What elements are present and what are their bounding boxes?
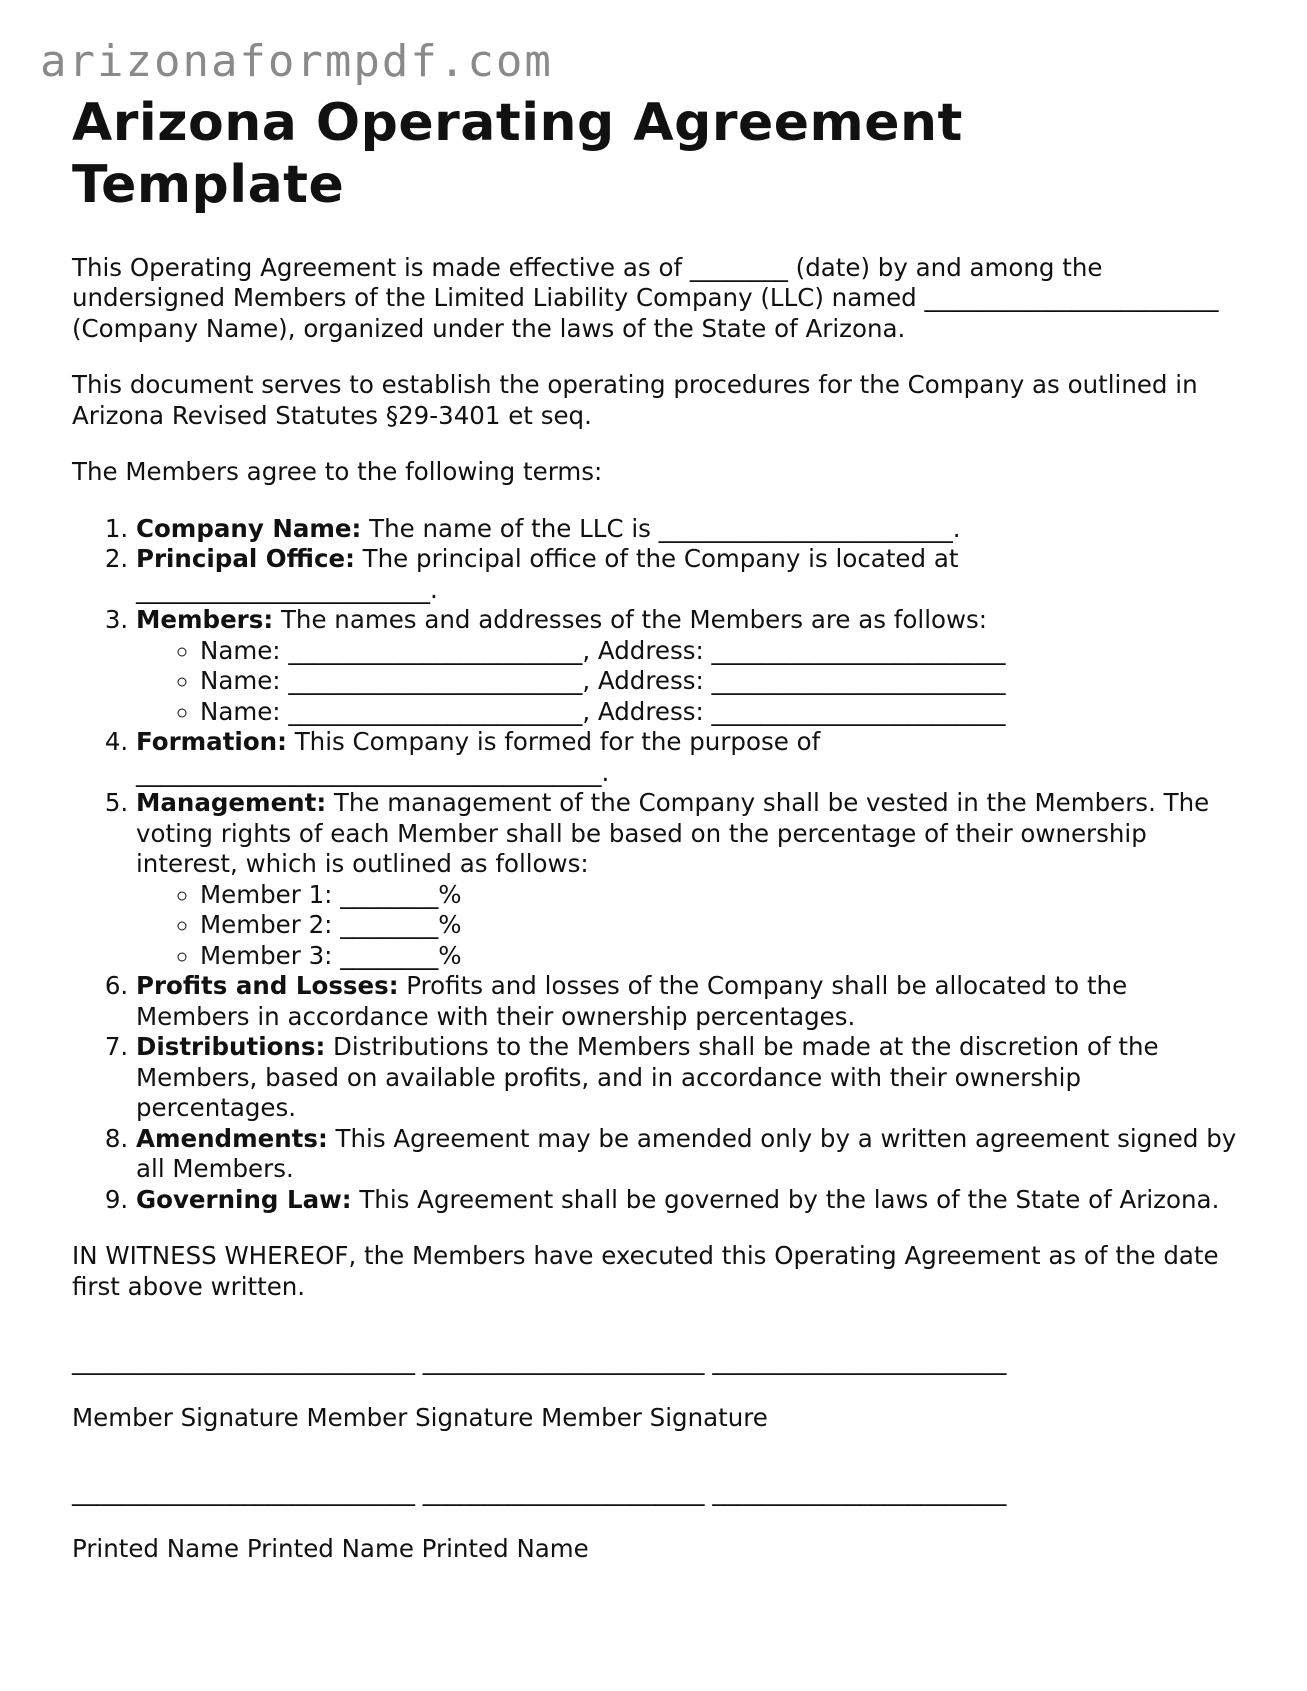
printed-name-labels: Printed Name Printed Name Printed Name xyxy=(72,1533,589,1563)
document-page xyxy=(72,92,1242,1564)
signature-lines: ____________________________ _______________________ ________________________ xyxy=(72,1346,1007,1376)
term-company-name xyxy=(136,514,1242,545)
term-label: Management: xyxy=(136,788,327,818)
member-entry: ◦ Name: ________________________, Address: ________________________ xyxy=(200,636,1242,667)
watermark: arizonaformpdf.com xyxy=(40,36,553,87)
term-text: Distributions to the Members shall be made at the discretion of the Members, based on available profits, and in accordance with their ownership percentages. xyxy=(136,1032,1159,1123)
term-formation xyxy=(136,727,1242,788)
term-governing-law xyxy=(136,1185,1242,1216)
term-members xyxy=(136,605,1242,727)
term-text: Profits and losses of the Company shall be allocated to the Members in accordance with their ownership percentages. xyxy=(136,971,1128,1031)
term-label: Members: xyxy=(136,605,274,635)
members-sublist xyxy=(136,636,1242,728)
document-title: Arizona Operating Agreement Template xyxy=(72,93,963,216)
term-label: Company Name: xyxy=(136,513,362,543)
term-distributions xyxy=(136,1032,1242,1124)
term-text: The name of the LLC is ________________________. xyxy=(361,513,961,543)
member-entry: ◦ Name: ________________________, Address: ________________________ xyxy=(200,666,1242,697)
printed-name-lines: ____________________________ _______________________ ________________________ xyxy=(72,1477,1007,1507)
term-label: Principal Office: xyxy=(136,544,355,574)
term-text: The principal office of the Company is located at ________________________. xyxy=(136,544,959,604)
purpose-paragraph: This document serves to establish the operating procedures for the Company as outlined in Arizona Revised Statutes §29-3401 et seq. xyxy=(72,370,1198,430)
terms-list xyxy=(72,514,1242,1216)
term-text: The management of the Company shall be vested in the Members. The voting rights of each Member shall be based on the percentage of their ownership interest, which is outlined as follows: xyxy=(136,788,1210,879)
agree-paragraph: The Members agree to the following terms: xyxy=(72,457,603,487)
term-text: This Company is formed for the purpose of ______________________________________. xyxy=(136,727,821,787)
ownership-sublist xyxy=(136,880,1242,972)
intro-paragraph: This Operating Agreement is made effective as of ________ (date) by and among the undersigned Members of the Limited Liability Company (LLC) named ________________________ (Company Name), organized under the laws of the State of Arizona. xyxy=(72,252,1219,343)
term-management xyxy=(136,788,1242,971)
term-text: The names and addresses of the Members are as follows: xyxy=(273,605,988,635)
ownership-entry: ◦ Member 2: ________% xyxy=(200,910,1242,941)
term-label: Governing Law: xyxy=(136,1184,352,1214)
term-text: This Agreement shall be governed by the laws of the State of Arizona. xyxy=(351,1184,1220,1214)
term-label: Distributions: xyxy=(136,1032,326,1062)
signature-labels: Member Signature Member Signature Member Signature xyxy=(72,1402,768,1432)
member-entry: ◦ Name: ________________________, Address: ________________________ xyxy=(200,697,1242,728)
term-amendments xyxy=(136,1124,1242,1185)
term-principal-office xyxy=(136,544,1242,605)
term-label: Profits and Losses: xyxy=(136,971,399,1001)
witness-paragraph: IN WITNESS WHEREOF, the Members have executed this Operating Agreement as of the date first above written. xyxy=(72,1241,1219,1301)
term-profits-losses xyxy=(136,971,1242,1032)
term-text: This Agreement may be amended only by a written agreement signed by all Members. xyxy=(136,1123,1237,1184)
term-label: Formation: xyxy=(136,727,287,757)
ownership-entry: ◦ Member 3: ________% xyxy=(200,941,1242,972)
ownership-entry: ◦ Member 1: ________% xyxy=(200,880,1242,911)
term-label: Amendments: xyxy=(136,1123,328,1153)
